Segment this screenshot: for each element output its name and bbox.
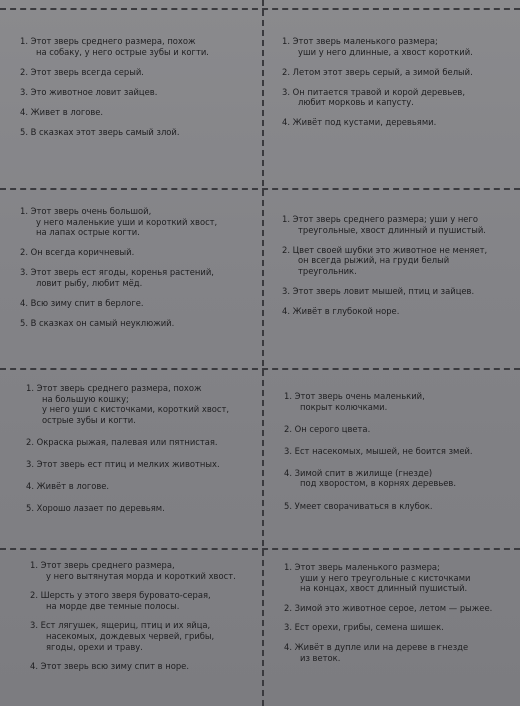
clue-line: 2. Этот зверь всегда серый.	[20, 66, 144, 77]
clue-line: 2. Летом этот зверь серый, а зимой белый.	[282, 66, 473, 77]
horizontal-cut-line-3	[0, 548, 520, 550]
clue-line: насекомых, дождевых червей, грибы,	[46, 630, 215, 641]
clue-item	[20, 87, 258, 98]
clue-item	[282, 286, 518, 297]
clue-item	[284, 622, 518, 633]
clue-item	[30, 590, 258, 611]
clue-line: 2. Он серого цвета.	[284, 423, 371, 434]
clue-line: на большую кошку;	[42, 393, 129, 404]
clue-line: у него вытянутая морда и короткий хвост.	[46, 570, 236, 581]
horizontal-cut-line-top	[0, 8, 520, 10]
clue-line: 4. Этот зверь всю зиму спит в норе.	[30, 661, 189, 672]
clue-line: 1. Этот зверь очень маленький,	[284, 391, 425, 401]
clue-item	[284, 391, 518, 412]
clue-line: 5. В сказках этот зверь самый злой.	[20, 126, 180, 137]
clue-line: 4. Живёт под кустами, деревьями.	[282, 117, 437, 128]
clue-item	[30, 661, 258, 672]
clue-item	[20, 318, 258, 329]
vertical-cut-line	[262, 0, 264, 706]
clue-line: 1. Этот зверь среднего размера, похож	[20, 36, 196, 46]
clue-line: 5. В сказках он самый неуклюжий.	[20, 318, 175, 329]
clue-line: на лапах острые когти.	[36, 227, 140, 238]
clue-item	[20, 298, 258, 309]
card-bear	[20, 206, 258, 329]
card-badger	[30, 560, 258, 672]
clue-item	[282, 306, 518, 317]
clue-item	[30, 560, 258, 581]
clue-item	[30, 620, 258, 652]
clue-line: 4. Всю зиму спит в берлоге.	[20, 298, 144, 309]
clue-item	[20, 107, 258, 118]
clue-line: 4. Живёт в логове.	[26, 481, 110, 492]
clue-line: 1. Этот зверь маленького размера;	[282, 36, 438, 46]
clue-line: 3. Этот зверь ест ягоды, коренья растений,	[20, 267, 214, 278]
clue-item	[282, 117, 518, 128]
clue-line: ловит рыбу, любит мёд.	[36, 277, 143, 288]
clue-line: 4. Зимой спит в жилище (гнезде)	[284, 467, 433, 478]
clue-line: уши у него длинные, а хвост короткий.	[298, 46, 473, 57]
clue-item	[20, 127, 258, 138]
clue-line: треугольные, хвост длинный и пушистый.	[298, 224, 486, 235]
clue-item	[26, 383, 258, 425]
card-fox	[282, 214, 518, 317]
clue-item	[20, 36, 258, 57]
clue-item	[26, 503, 258, 514]
clue-line: 4. Живёт в глубокой норе.	[282, 306, 400, 317]
clue-line: 1. Этот зверь очень большой,	[20, 206, 152, 216]
card-squirrel	[284, 562, 518, 663]
clue-line: 3. Это животное ловит зайцев.	[20, 86, 158, 97]
clue-line: 2. Шерсть у этого зверя буровато-серая,	[30, 590, 211, 601]
clue-line: на собаку, у него острые зубы и когти.	[36, 46, 209, 57]
clue-line: 3. Ест лягушек, ящериц, птиц и их яйца,	[30, 620, 211, 631]
clue-line: 3. Ест насекомых, мышей, не боится змей.	[284, 445, 473, 456]
clue-line: 4. Живет в логове.	[20, 106, 104, 117]
clue-line: 2. Цвет своей шубки это животное не меняет,	[282, 244, 488, 255]
clue-item	[282, 67, 518, 78]
clue-item	[282, 214, 518, 235]
clue-item	[20, 206, 258, 238]
card-wolf	[20, 36, 258, 138]
clue-line: покрыт колючками.	[300, 401, 388, 412]
clue-line: 2. Окраска рыжая, палевая или пятнистая.	[26, 436, 218, 447]
clue-line: он всегда рыжий, на груди белый	[298, 255, 450, 266]
clue-line: любит морковь и капусту.	[298, 97, 414, 108]
card-hedgehog	[284, 391, 518, 511]
clue-item	[284, 562, 518, 594]
clue-item	[284, 603, 518, 614]
clue-item	[26, 459, 258, 470]
clue-line: 1. Этот зверь среднего размера; уши у него	[282, 214, 478, 224]
clue-item	[284, 446, 518, 457]
clue-line: 3. Этот зверь ловит мышей, птиц и зайцев.	[282, 285, 475, 296]
clue-line: треугольник.	[298, 265, 357, 276]
clue-line: 3. Ест орехи, грибы, семена шишек.	[284, 622, 444, 633]
horizontal-cut-line-2	[0, 368, 520, 370]
clue-item	[284, 501, 518, 512]
clue-line: 5. Хорошо лазает по деревьям.	[26, 503, 165, 514]
clue-line: 1. Этот зверь среднего размера, похож	[26, 383, 202, 393]
horizontal-cut-line-1	[0, 188, 520, 190]
clue-line: ягоды, орехи и траву.	[46, 641, 143, 652]
card-hare	[282, 36, 518, 128]
clue-item	[20, 247, 258, 258]
clue-item	[26, 481, 258, 492]
clue-line: 2. Он всегда коричневый.	[20, 247, 135, 258]
clue-line: 1. Этот зверь маленького размера;	[284, 562, 440, 572]
clue-line: под хворостом, в корнях деревьев.	[300, 478, 457, 489]
clue-line: 2. Зимой это животное серое, летом — рыжее.	[284, 602, 493, 613]
clue-line: на морде две темные полосы.	[46, 600, 180, 611]
clue-line: 4. Живёт в дупле или на дереве в гнезде	[284, 641, 469, 652]
clue-line: уши у него треугольные с кисточками	[300, 572, 471, 583]
clue-item	[282, 36, 518, 57]
clue-item	[26, 437, 258, 448]
card-lynx	[26, 383, 258, 514]
clue-line: у него маленькие уши и короткий хвост,	[36, 216, 218, 227]
clue-line: на концах, хвост длинный пушистый.	[300, 583, 468, 594]
clue-item	[20, 67, 258, 78]
clue-item	[282, 87, 518, 108]
clue-item	[284, 468, 518, 489]
clue-line: 1. Этот зверь среднего размера,	[30, 560, 175, 570]
clue-line: из веток.	[300, 652, 341, 663]
clue-item	[284, 424, 518, 435]
clue-line: 3. Этот зверь ест птиц и мелких животных.	[26, 458, 220, 469]
clue-line: у него уши с кисточками, короткий хвост,	[42, 404, 230, 415]
clue-item	[282, 245, 518, 277]
clue-line: острые зубы и когти.	[42, 414, 136, 425]
clue-item	[284, 642, 518, 663]
clue-item	[20, 267, 258, 288]
clue-line: 3. Он питается травой и корой деревьев,	[282, 86, 466, 97]
clue-line: 5. Умеет сворачиваться в клубок.	[284, 500, 433, 511]
